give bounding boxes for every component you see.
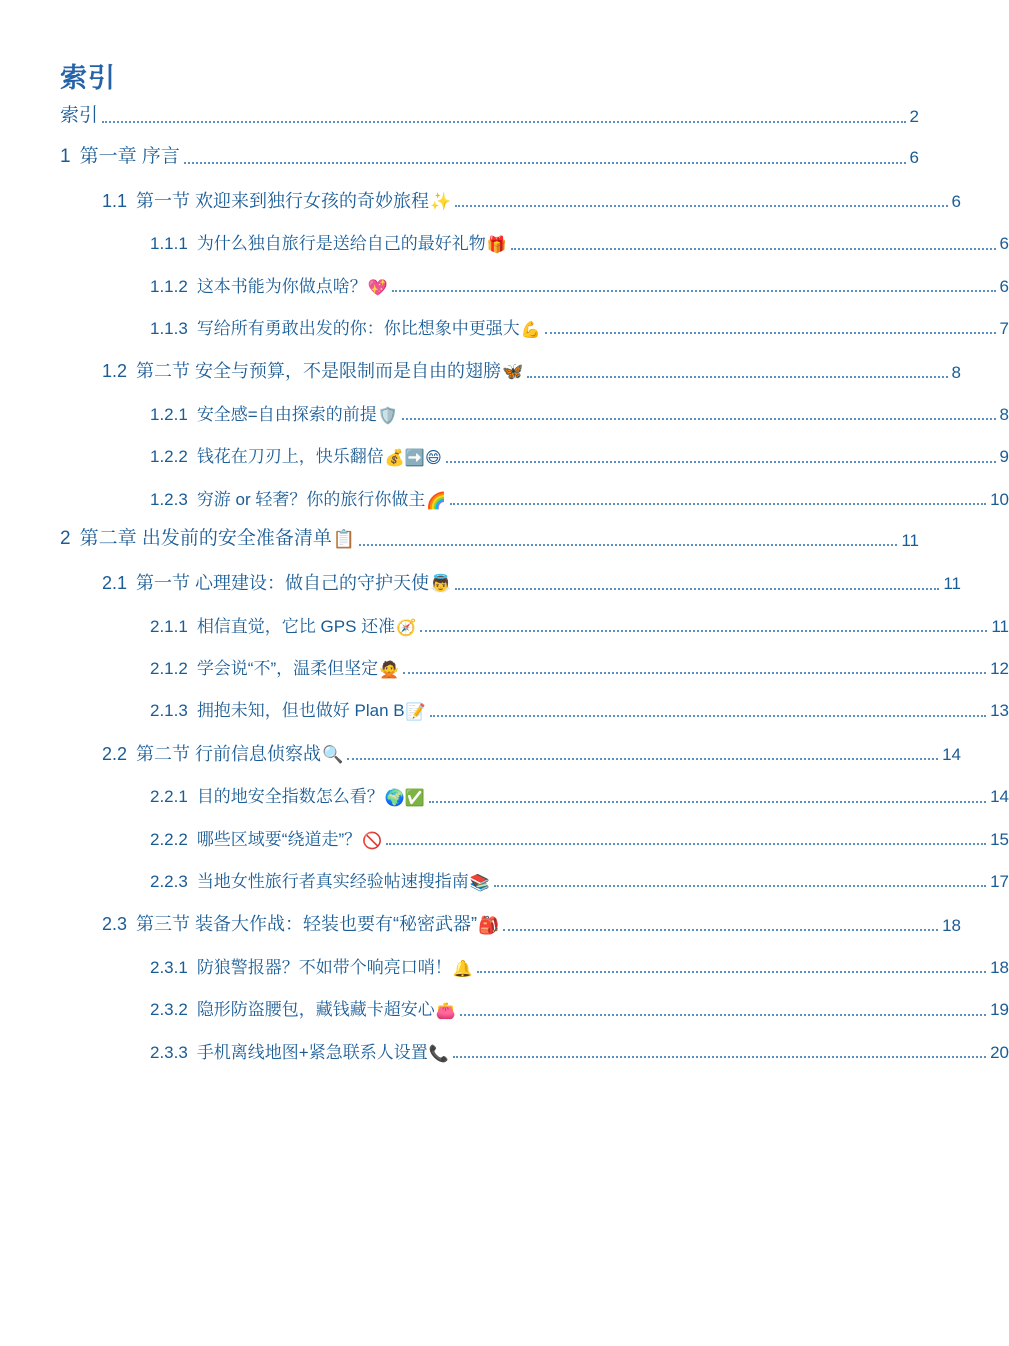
toc-entry-number: 1 — [60, 145, 71, 167]
toc-entry-page-number: 6 — [999, 234, 1009, 254]
page-title: 索引 — [60, 63, 116, 93]
toc-entry-title: 这本书能为你做点啥？ — [196, 276, 367, 296]
toc-leader-dots — [347, 757, 938, 760]
toc-entry-title: 第一节 心理建设：做自己的守护天使 — [136, 572, 430, 593]
toc-entry-number: 2.2.1 — [150, 787, 188, 807]
toc-entry-title: 隐形防盗腰包，藏钱藏卡超安心 — [196, 1000, 435, 1020]
toc-entry-number: 2.2 — [102, 743, 128, 764]
toc-entry[interactable] — [60, 573, 961, 595]
toc-entry-title: 索引 — [60, 105, 99, 126]
toc-entry-emoji-icon: 🧭 — [396, 617, 417, 637]
toc-entry-number: 1.2.2 — [150, 447, 188, 467]
toc-entry-title: 手机离线地图+紧急联系人设置 — [196, 1042, 428, 1062]
toc-entry-number: 2.1.2 — [150, 658, 188, 678]
toc-leader-dots — [184, 161, 906, 164]
toc-entry-title: 学会说“不”，温柔但坚定 — [196, 658, 379, 678]
toc-entry-number: 1.2 — [102, 361, 128, 382]
toc-entry-page-number: 13 — [990, 701, 1009, 721]
toc-leader-dots — [403, 671, 986, 674]
toc-entry[interactable] — [60, 1043, 1009, 1063]
toc-entry-emoji-icon: 🌍✅ — [384, 788, 426, 808]
toc-entry-emoji-icon: 💰➡️😄 — [384, 448, 442, 468]
toc-entry-title: 第二节 安全与预算，不是限制而是自由的翅膀 — [136, 361, 502, 382]
toc-entry[interactable] — [60, 234, 1009, 254]
toc-entry-emoji-icon: 👛 — [435, 1001, 456, 1021]
toc-entry-page-number: 6 — [999, 276, 1009, 296]
toc-entry-page-number: 11 — [901, 530, 919, 550]
toc-entry-page-number: 11 — [943, 574, 961, 594]
toc-entry[interactable] — [60, 617, 1009, 637]
toc-entry-emoji-icon: 🎁 — [486, 235, 507, 255]
toc-list — [60, 105, 1009, 1063]
toc-entry-page-number: 15 — [990, 829, 1009, 849]
toc-entry-page-number: 20 — [990, 1042, 1009, 1062]
toc-leader-dots — [455, 204, 947, 207]
toc-entry[interactable] — [60, 361, 961, 383]
toc-entry-emoji-icon: 🛡️ — [377, 405, 398, 425]
toc-entry-emoji-icon: 📞 — [428, 1043, 449, 1063]
toc-entry-title: 防狼警报器？不如带个响亮口哨！ — [196, 958, 452, 978]
toc-leader-dots — [527, 375, 947, 378]
toc-entry-number: 1.1 — [102, 190, 128, 211]
toc-entry[interactable] — [60, 146, 919, 169]
toc-entry-title: 安全感=自由探索的前提 — [196, 404, 377, 424]
toc-entry-emoji-icon: 🚫 — [362, 830, 383, 850]
toc-entry[interactable] — [60, 528, 919, 551]
toc-leader-dots — [359, 543, 897, 546]
toc-entry-page-number: 7 — [999, 318, 1009, 338]
toc-entry-emoji-icon: 🔍 — [322, 744, 344, 765]
toc-entry[interactable] — [60, 319, 1009, 339]
toc-entry-title: 相信直觉，它比 GPS 还准 — [196, 616, 396, 636]
toc-entry-number: 2.1.3 — [150, 701, 188, 721]
toc-leader-dots — [402, 417, 996, 420]
toc-entry-emoji-icon: 🙅 — [379, 659, 400, 679]
toc-entry-title: 穷游 or 轻奢？你的旅行你做主 — [196, 489, 426, 509]
toc-entry[interactable] — [60, 914, 961, 936]
toc-entry[interactable] — [60, 830, 1009, 850]
toc-entry-title: 哪些区域要“绕道走”？ — [196, 829, 362, 849]
toc-entry-emoji-icon: 💖 — [367, 277, 388, 297]
toc-entry-number: 1.1.1 — [150, 234, 188, 254]
toc-entry-title: 目的地安全指数怎么看？ — [196, 787, 384, 807]
toc-entry[interactable] — [60, 191, 961, 213]
toc-entry[interactable] — [60, 787, 1009, 807]
toc-entry-emoji-icon: 🎒 — [478, 915, 500, 936]
toc-leader-dots — [453, 1055, 986, 1058]
toc-entry-page-number: 11 — [991, 616, 1009, 636]
toc-entry-title: 第二章 出发前的安全准备清单 — [79, 528, 332, 550]
toc-entry-number: 2.2.2 — [150, 829, 188, 849]
toc-leader-dots — [545, 331, 996, 334]
toc-entry-title: 第一节 欢迎来到独行女孩的奇妙旅程 — [136, 190, 430, 211]
toc-entry-page-number: 6 — [951, 191, 961, 211]
toc-entry[interactable] — [60, 659, 1009, 679]
toc-leader-dots — [477, 970, 986, 973]
toc-entry-number: 1.1.3 — [150, 318, 188, 338]
toc-entry[interactable] — [60, 490, 1009, 510]
toc-entry[interactable] — [60, 872, 1009, 892]
toc-entry-number: 2.2.3 — [150, 872, 188, 892]
toc-entry-title: 第一章 序言 — [79, 145, 180, 167]
toc-leader-dots — [429, 800, 986, 803]
toc-entry-page-number: 8 — [951, 362, 961, 382]
toc-entry-number: 2.3.2 — [150, 1000, 188, 1020]
toc-leader-dots — [460, 1013, 986, 1016]
toc-entry[interactable] — [60, 105, 919, 128]
toc-entry[interactable] — [60, 701, 1009, 721]
toc-entry-emoji-icon: 🌈 — [426, 490, 447, 510]
toc-entry[interactable] — [60, 405, 1009, 425]
toc-entry-emoji-icon: 📚 — [469, 873, 490, 893]
toc-entry-page-number: 14 — [990, 787, 1009, 807]
toc-entry[interactable] — [60, 447, 1009, 467]
toc-entry-title: 钱花在刀刃上，快乐翻倍 — [196, 447, 384, 467]
toc-entry-title: 第二节 行前信息侦察战 — [136, 743, 322, 764]
toc-entry-page-number: 9 — [999, 447, 1009, 467]
toc-entry-title: 拥抱未知，但也做好 Plan B — [196, 701, 405, 721]
toc-entry-page-number: 6 — [909, 148, 919, 168]
toc-entry-page-number: 18 — [942, 915, 961, 935]
toc-entry-number: 1.1.2 — [150, 276, 188, 296]
toc-entry[interactable] — [60, 958, 1009, 978]
toc-entry-number: 2.3 — [102, 914, 128, 935]
toc-entry-title: 当地女性旅行者真实经验帖速搜指南 — [196, 872, 469, 892]
toc-entry-page-number: 2 — [909, 107, 919, 127]
toc-entry-page-number: 17 — [990, 872, 1009, 892]
toc-entry-emoji-icon: 📝 — [405, 702, 426, 722]
toc-entry-number: 2.1.1 — [150, 616, 188, 636]
toc-leader-dots — [494, 884, 986, 887]
toc-leader-dots — [392, 289, 996, 292]
toc-entry-emoji-icon: 👼 — [430, 574, 452, 595]
toc-entry-page-number: 12 — [990, 658, 1009, 678]
toc-entry-number: 1.2.1 — [150, 404, 188, 424]
toc-leader-dots — [386, 842, 986, 845]
toc-entry[interactable] — [60, 1000, 1009, 1020]
toc-entry-title: 为什么独自旅行是送给自己的最好礼物 — [196, 234, 486, 254]
toc-leader-dots — [420, 629, 987, 632]
toc-entry-emoji-icon: 🔔 — [452, 959, 473, 979]
toc-entry-emoji-icon: ✨ — [430, 191, 452, 212]
toc-entry-number: 2.3.1 — [150, 958, 188, 978]
toc-leader-dots — [450, 502, 986, 505]
toc-entry-page-number: 18 — [990, 958, 1009, 978]
toc-entry-emoji-icon: 🦋 — [502, 362, 524, 383]
toc-entry-number: 1.2.3 — [150, 489, 188, 509]
toc-entry-title: 第三节 装备大作战：轻装也要有“秘密武器” — [136, 914, 478, 935]
toc-leader-dots — [102, 120, 906, 123]
toc-entry-number: 2.1 — [102, 572, 128, 593]
toc-leader-dots — [503, 928, 938, 931]
toc-leader-dots — [446, 460, 996, 463]
toc-entry-number: 2.3.3 — [150, 1042, 188, 1062]
toc-entry-number: 2 — [60, 528, 71, 550]
toc-entry-emoji-icon: 📋 — [332, 529, 356, 551]
toc-entry-page-number: 8 — [999, 404, 1009, 424]
toc-entry[interactable] — [60, 277, 1009, 297]
toc-entry-emoji-icon: 💪 — [520, 319, 541, 339]
toc-leader-dots — [430, 714, 986, 717]
toc-entry-title: 写给所有勇敢出发的你：你比想象中更强大 — [196, 318, 520, 338]
toc-leader-dots — [455, 587, 939, 590]
toc-entry-page-number: 19 — [990, 1000, 1009, 1020]
toc-entry[interactable] — [60, 744, 961, 766]
toc-leader-dots — [511, 247, 996, 250]
toc-entry-page-number: 14 — [942, 744, 961, 764]
toc-entry-page-number: 10 — [990, 489, 1009, 509]
